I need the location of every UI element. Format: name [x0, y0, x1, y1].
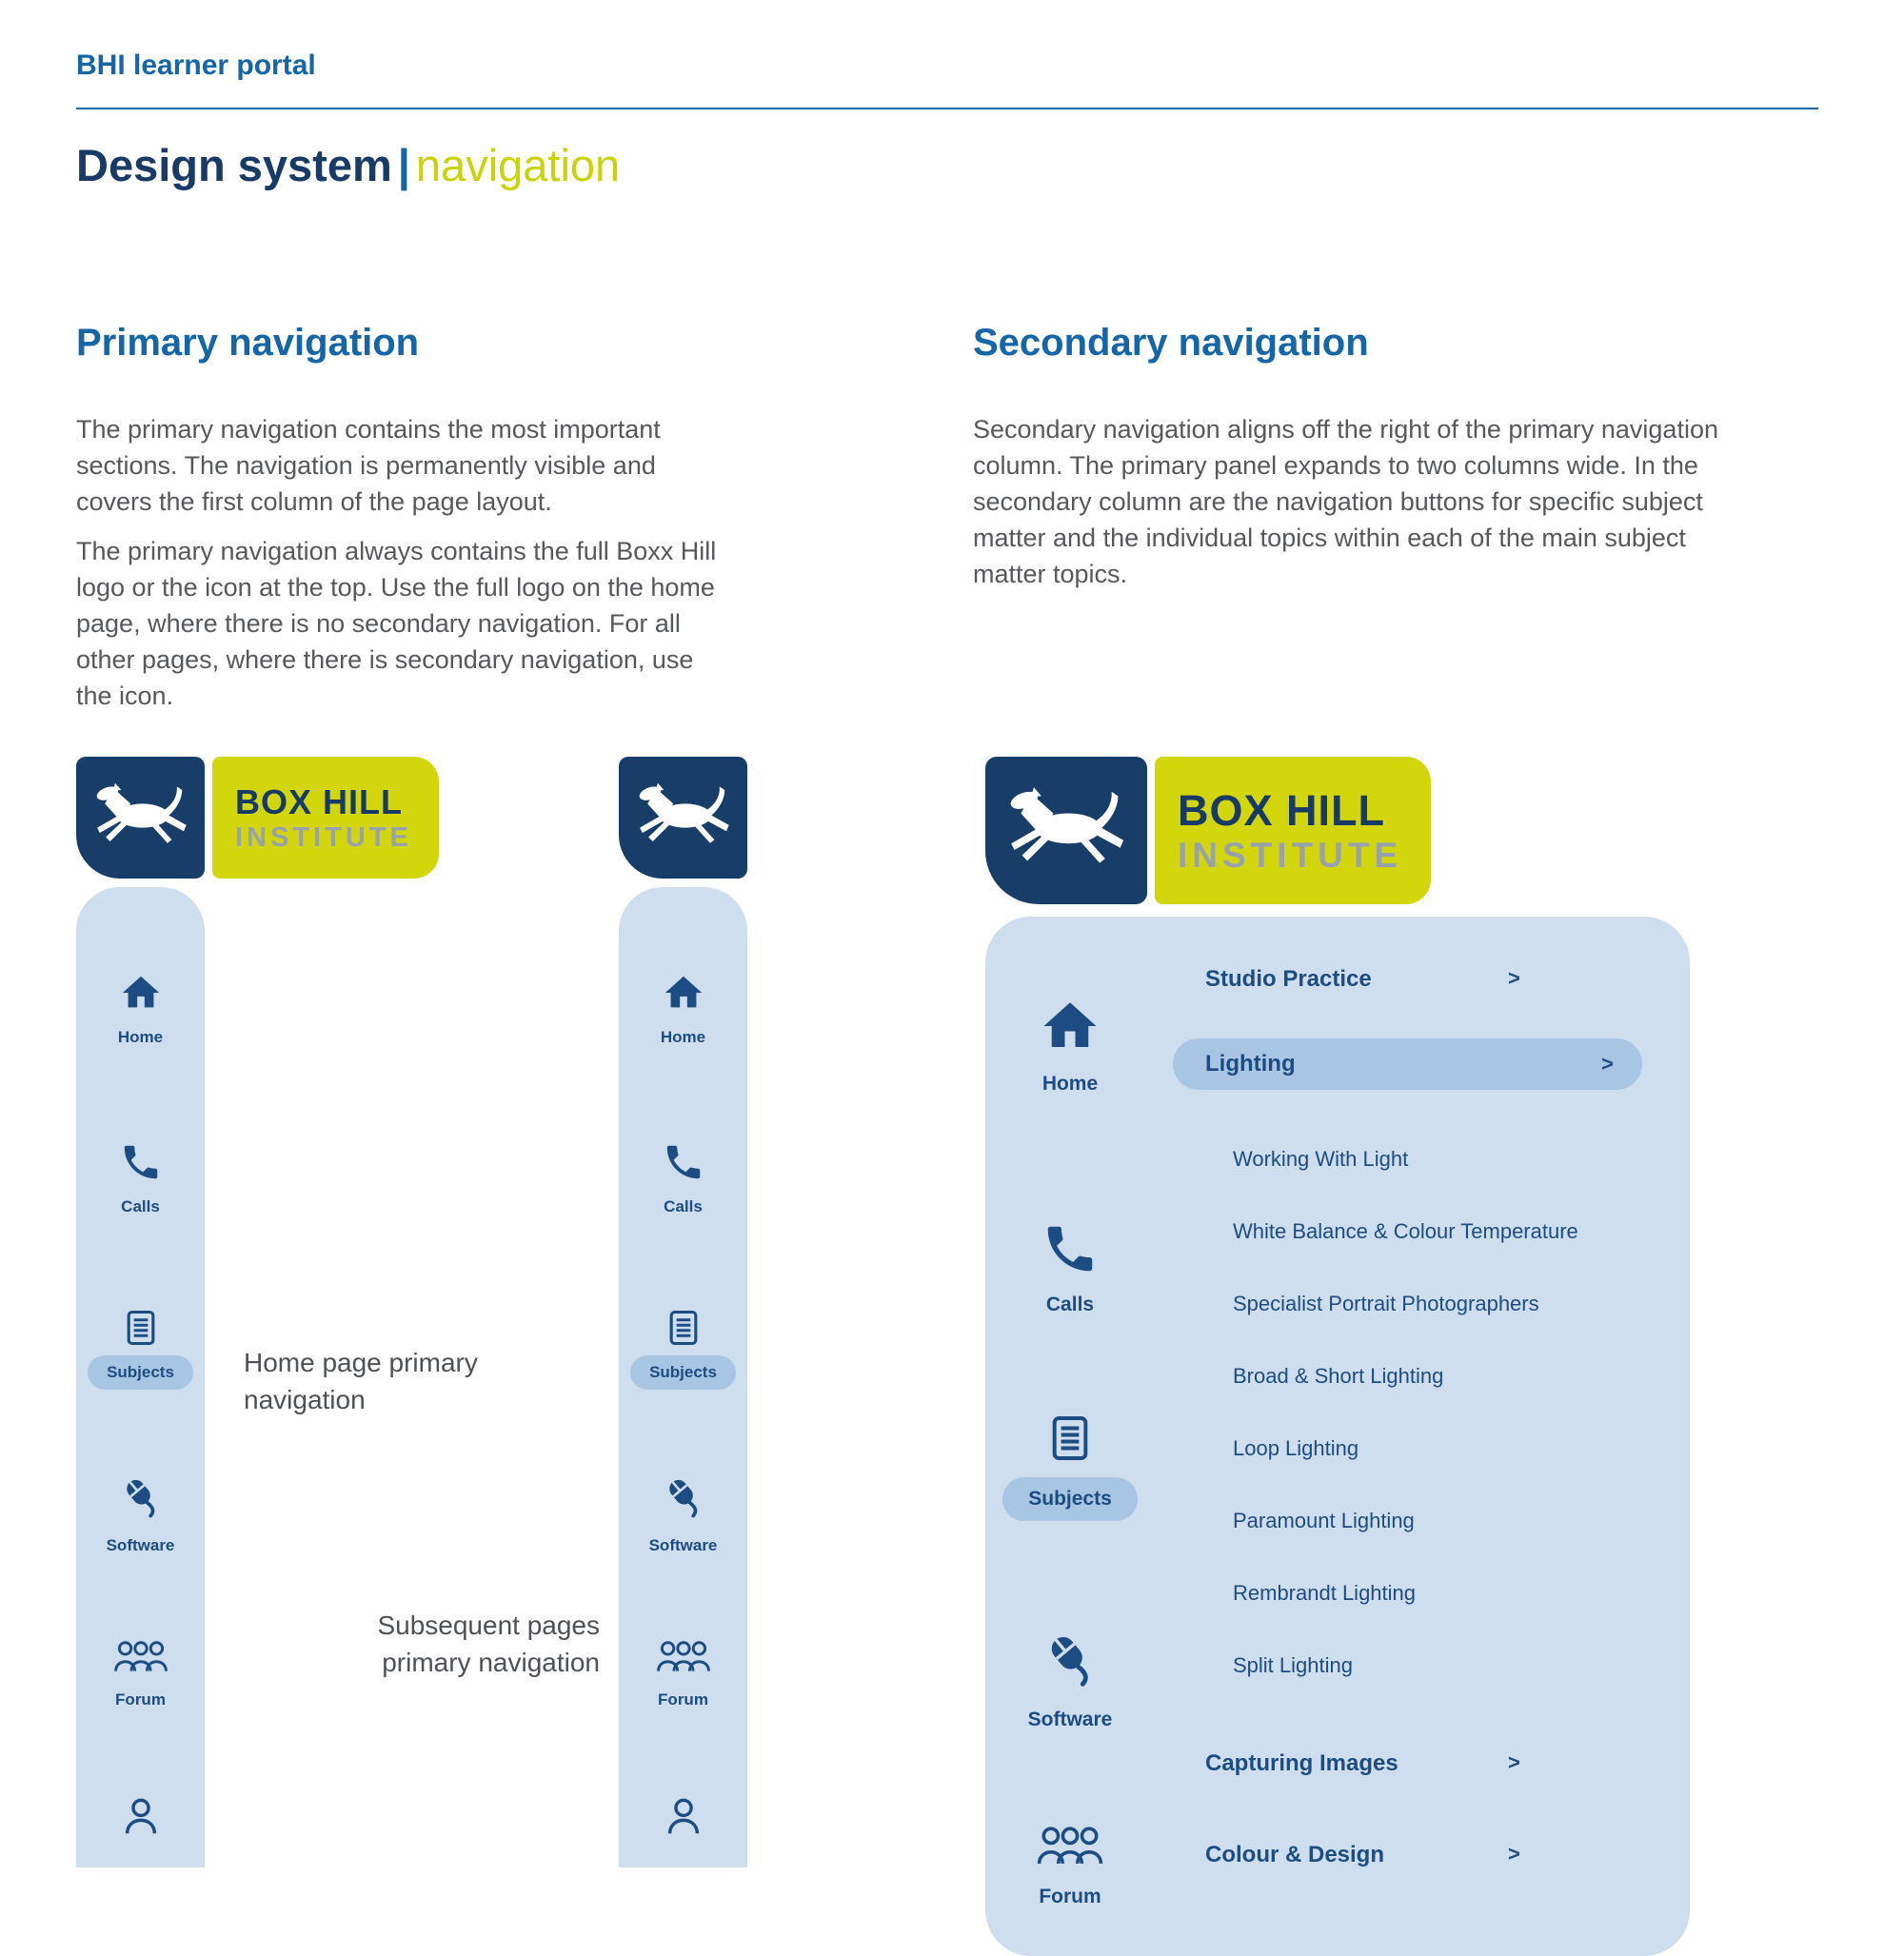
document-icon	[1043, 1407, 1097, 1470]
nav-item-profile[interactable]	[76, 1793, 205, 1839]
primary-navigation-paragraph-2: The primary navigation always contains the full Boxx Hill logo or the icon at the top. Use the full logo on the home page, where there is no secondary navigation. For all other pages, where there is secondary navigation, use the icon.	[76, 537, 717, 710]
nav-item-label: Forum	[658, 1690, 708, 1709]
page-title-divider: |	[397, 140, 410, 190]
nav-item-label: Software	[1027, 1709, 1113, 1730]
nav-item-forum[interactable]	[76, 1637, 205, 1709]
menu-topic-white-balance-colour-temperature[interactable]	[1173, 1219, 1642, 1244]
person-icon	[662, 1793, 705, 1839]
menu-label: Studio Practice	[1205, 966, 1372, 992]
nav-item-label: Calls	[1045, 1294, 1095, 1315]
phone-icon	[119, 1140, 163, 1184]
nav-item-subjects[interactable]	[619, 1304, 747, 1390]
nav-item-label: Home	[1041, 1073, 1099, 1095]
menu-topic-specialist-portrait-photographers[interactable]	[1173, 1292, 1642, 1316]
nav-item-label: Software	[648, 1536, 718, 1554]
nav-item-software[interactable]	[76, 1473, 205, 1555]
person-icon	[119, 1793, 163, 1839]
nav-item-calls[interactable]	[76, 1140, 205, 1216]
menu-section-studio-practice[interactable]	[1173, 966, 1642, 993]
menu-section-colour-design[interactable]	[1173, 1842, 1642, 1868]
nav-item-label: Home	[660, 1028, 706, 1046]
primary-navigation-paragraph-1: The primary navigation contains the most important sections. The navigation is permanently visible and covers the first column of the page layout.	[76, 415, 661, 516]
nav-item-forum[interactable]	[985, 1823, 1155, 1908]
page-title-accent: navigation	[415, 140, 621, 190]
menu-label: Rembrandt Lighting	[1233, 1581, 1417, 1605]
secondary-navigation-paragraph: Secondary navigation aligns off the right of the primary navigation column. The primary panel expands to two columns wide. In the secondary column are the navigation buttons for specific subject matter and the individual topics within each of the main subject matter topics.	[973, 415, 1718, 588]
menu-topic-broad-short-lighting[interactable]	[1173, 1364, 1642, 1389]
nav-item-calls[interactable]	[985, 1219, 1155, 1316]
mouse-icon	[116, 1473, 166, 1523]
menu-label: Working With Light	[1233, 1147, 1409, 1171]
nav-item-label: Subjects	[88, 1355, 193, 1390]
boxhill-logo-tile-icon-only	[619, 757, 747, 879]
nav-item-profile[interactable]	[619, 1793, 747, 1839]
menu-section-lighting[interactable]	[1173, 1038, 1642, 1090]
panel-primary-icon-column	[985, 917, 1155, 1956]
boxhill-logo-tile-large	[985, 757, 1147, 904]
menu-topic-paramount-lighting[interactable]	[1173, 1509, 1642, 1533]
nav-item-label: Calls	[664, 1197, 703, 1215]
page-title-main: Design system	[76, 140, 392, 190]
menu-label: Split Lighting	[1233, 1653, 1353, 1677]
nav-item-label: Subjects	[1002, 1477, 1138, 1521]
people-icon	[1034, 1823, 1106, 1870]
secondary-menu	[1173, 917, 1642, 1868]
mouse-icon	[1038, 1629, 1102, 1693]
boxhill-logo-plate-large	[1155, 757, 1431, 904]
caption-subsequent-pages-nav: Subsequent pages primary navigation	[377, 1610, 600, 1677]
nav-item-label: Subjects	[630, 1355, 736, 1390]
nav-item-forum[interactable]	[619, 1637, 747, 1709]
nav-item-label: Forum	[115, 1690, 166, 1709]
menu-label: Colour & Design	[1205, 1842, 1385, 1867]
nav-item-subjects[interactable]	[985, 1407, 1155, 1521]
caption-home-page-nav: Home page primary navigation	[244, 1348, 478, 1414]
nav-item-calls[interactable]	[619, 1140, 747, 1216]
boxhill-logo-plate	[212, 757, 439, 879]
boxhill-logo-tile	[76, 757, 205, 879]
menu-topic-loop-lighting[interactable]	[1173, 1436, 1642, 1461]
menu-label: White Balance & Colour Temperature	[1233, 1219, 1578, 1243]
logo-wordmark-line2: INSTITUTE	[235, 821, 412, 853]
document-icon	[663, 1304, 704, 1352]
menu-label: Loop Lighting	[1233, 1436, 1359, 1460]
chevron-right-icon: >	[1508, 1750, 1520, 1774]
menu-label: Specialist Portrait Photographers	[1233, 1292, 1539, 1315]
people-icon	[654, 1637, 713, 1677]
home-icon	[1039, 995, 1101, 1057]
secondary-navigation-panel	[985, 917, 1690, 1956]
menu-label: Capturing Images	[1205, 1750, 1398, 1776]
menu-topic-rembrandt-lighting[interactable]	[1173, 1581, 1642, 1606]
menu-section-capturing-images[interactable]	[1173, 1750, 1642, 1777]
primary-nav-home-page	[76, 887, 205, 1867]
nav-item-home[interactable]	[985, 995, 1155, 1096]
document-icon	[120, 1304, 162, 1352]
chevron-right-icon: >	[1508, 1842, 1520, 1866]
primary-nav-subsequent-pages	[619, 887, 747, 1867]
nav-item-label: Software	[106, 1536, 175, 1554]
nav-item-home[interactable]	[76, 971, 205, 1047]
phone-icon	[1041, 1219, 1100, 1278]
home-icon	[662, 971, 705, 1015]
menu-label: Broad & Short Lighting	[1233, 1364, 1444, 1388]
menu-topic-working-with-light[interactable]	[1173, 1147, 1642, 1172]
chevron-right-icon: >	[1508, 966, 1520, 990]
page-title	[76, 139, 620, 191]
menu-topic-split-lighting[interactable]	[1173, 1653, 1642, 1678]
chevron-right-icon: >	[1601, 1052, 1614, 1076]
mouse-icon	[659, 1473, 708, 1523]
menu-label: Lighting	[1205, 1051, 1296, 1077]
logo-wordmark-line1: BOX HILL	[235, 781, 403, 821]
nav-item-subjects[interactable]	[76, 1304, 205, 1390]
primary-navigation-heading: Primary navigation	[76, 322, 420, 364]
people-icon	[111, 1637, 170, 1677]
header-divider-line	[76, 108, 1818, 109]
nav-item-label: Home	[117, 1028, 164, 1046]
secondary-navigation-heading: Secondary navigation	[973, 322, 1369, 364]
nav-item-home[interactable]	[619, 971, 747, 1047]
menu-label: Paramount Lighting	[1233, 1509, 1415, 1532]
nav-item-software[interactable]	[985, 1629, 1155, 1731]
portal-title: BHI learner portal	[76, 49, 316, 81]
logo-wordmark-line1: BOX HILL	[1178, 785, 1385, 835]
nav-item-software[interactable]	[619, 1473, 747, 1555]
phone-icon	[662, 1140, 705, 1184]
nav-item-label: Forum	[1039, 1886, 1101, 1907]
nav-item-label: Calls	[121, 1197, 160, 1215]
home-icon	[119, 971, 163, 1015]
logo-wordmark-line2: INSTITUTE	[1178, 835, 1403, 875]
